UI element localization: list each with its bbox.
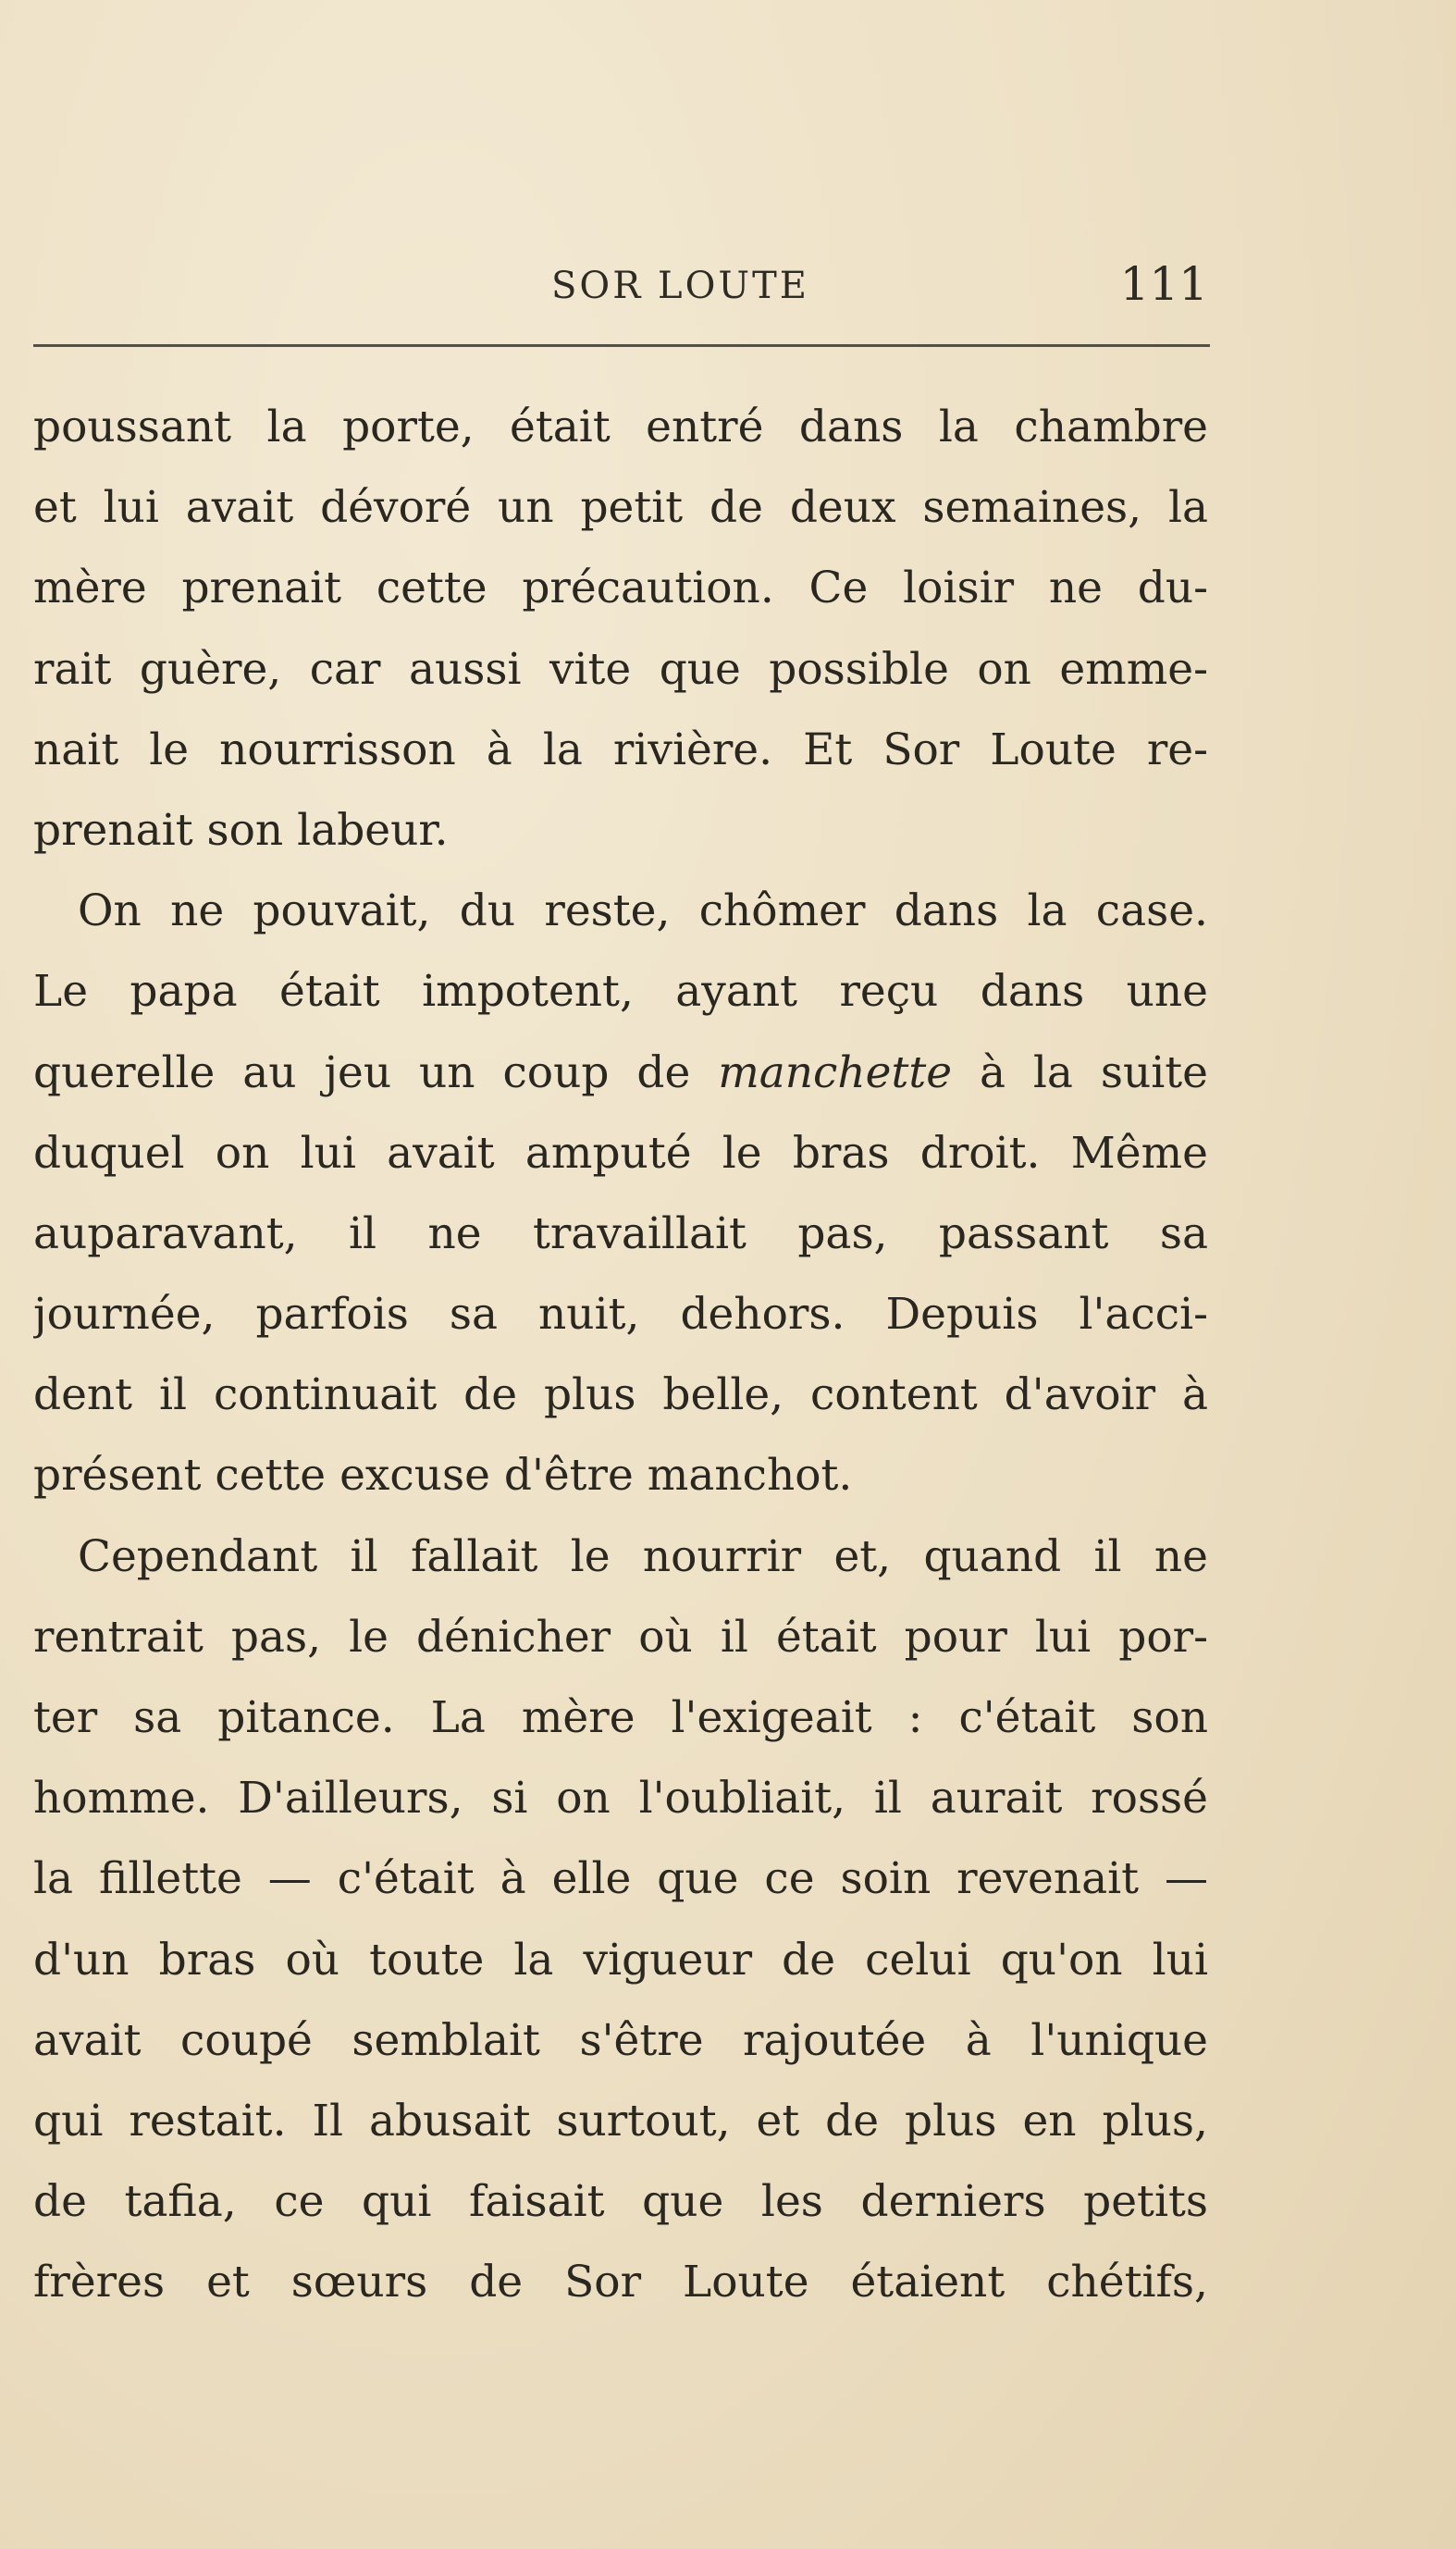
text-line: duquel on lui avait amputé le bras droit. Même <box>33 1127 1208 1179</box>
text-segment: querelle au jeu un coup de <box>33 1046 719 1098</box>
text-line: homme. D'ailleurs, si on l'oubliait, il aurait rossé <box>33 1773 1208 1825</box>
text-line: nait le nourrisson à la rivière. Et Sor Loute re- <box>33 724 1208 775</box>
text-line: auparavant, il ne travaillait pas, passant sa <box>33 1207 1208 1259</box>
text-line-with-emphasis <box>33 1033 1208 1113</box>
text-line: poussant la porte, était entré dans la chambre <box>33 402 1208 452</box>
text-line: rait guère, car aussi vite que possible on emme- <box>33 643 1208 695</box>
text-line: dent il continuait de plus belle, content d'avoir à <box>33 1369 1208 1421</box>
text-line: Cependant il fallait le nourrir et, quand il ne <box>78 1530 1208 1582</box>
text-line: d'un bras où toute la vigueur de celui qu'on lui <box>33 1934 1208 1986</box>
text-line: journée, parfois sa nuit, dehors. Depuis l'acci- <box>33 1289 1208 1341</box>
text-line: de tafia, ce qui faisait que les derniers petits <box>33 2176 1208 2228</box>
text-line: frères et sœurs de Sor Loute étaient chétifs, <box>33 2257 1208 2308</box>
text-line: prenait son labeur. <box>33 804 449 856</box>
text-line: Le papa était impotent, ayant reçu dans une <box>33 966 1208 1018</box>
emphasized-word: manchette <box>718 1046 953 1098</box>
text-line: et lui avait dévoré un petit de deux semaines, la <box>33 482 1208 534</box>
text-segment: à la suite <box>952 1046 1208 1098</box>
page-number: 111 <box>1119 257 1208 311</box>
text-line: qui restait. Il abusait surtout, et de plus en plus, <box>33 2095 1208 2147</box>
text-line: présent cette excuse d'être manchot. <box>33 1450 853 1502</box>
text-line: mère prenait cette précaution. Ce loisir ne du- <box>33 563 1208 614</box>
text-line: rentrait pas, le dénicher où il était pour lui por- <box>33 1611 1208 1663</box>
text-line: ter sa pitance. La mère l'exigeait : c'était son <box>33 1692 1208 1743</box>
text-line: On ne pouvait, du reste, chômer dans la case. <box>78 885 1208 937</box>
page-header <box>33 257 1208 322</box>
running-title: SOR LOUTE <box>551 265 809 307</box>
header-rule <box>33 344 1210 347</box>
text-line: la fillette — c'était à elle que ce soin revenait — <box>33 1853 1208 1905</box>
text-line: avait coupé semblait s'être rajoutée à l'unique <box>33 2014 1208 2066</box>
body-text <box>33 387 1208 2323</box>
